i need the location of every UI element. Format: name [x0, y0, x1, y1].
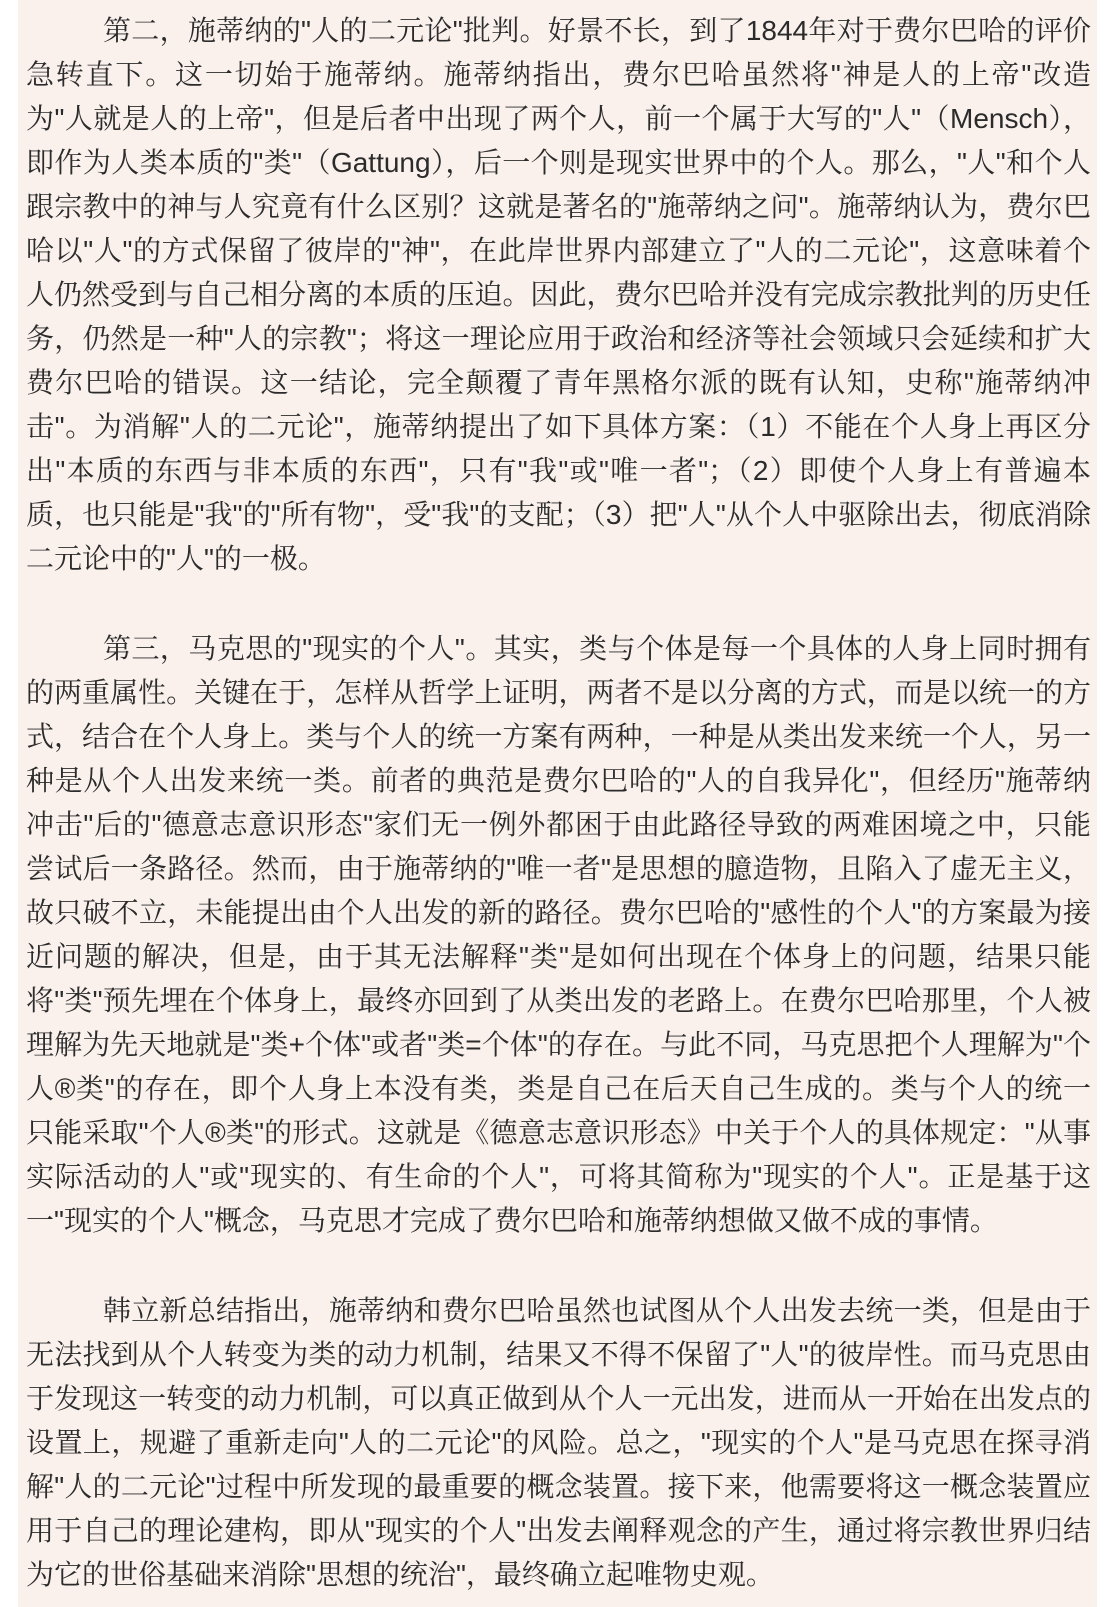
paragraph-stirner-critique: 第二，施蒂纳的"人的二元论"批判。好景不长，到了1844年对于费尔巴哈的评价急转直下。这一切始于施蒂纳。施蒂纳指出，费尔巴哈虽然将"神是人的上帝"改造为"人就是人的上帝"，但是后者中出现了两个人，前一个属于大写的"人"（Mensch），即作为人类本质的"类"（Gattung），后一个则是现实世界中的个人。那么，"人"和个人跟宗教中的神与人究竟有什么区别？这就是著名的"施蒂纳之问"。施蒂纳认为，费尔巴哈以"人"的方式保留了彼岸的"神"，在此岸世界内部建立了"人的二元论"，这意味着个人仍然受到与自己相分离的本质的压迫。因此，费尔巴哈并没有完成宗教批判的历史任务，仍然是一种"人的宗教"；将这一理论应用于政治和经济等社会领域只会延续和扩大费尔巴哈的错误。这一结论，完全颠覆了青年黑格尔派的既有认知，史称"施蒂纳冲击"。为消解"人的二元论"，施蒂纳提出了如下具体方案：（1）不能在个人身上再区分出"本质的东西与非本质的东西"，只有"我"或"唯一者"；（2）即使个人身上有普遍本质，也只能是"我"的"所有物"，受"我"的支配；（3）把"人"从个人中驱除出去，彻底消除二元论中的"人"的一极。 [26, 15, 1091, 574]
document-page [18, 0, 1097, 1607]
article-body [26, 9, 1091, 1597]
paragraph-marx-real-individual: 第三，马克思的"现实的个人"。其实，类与个体是每一个具体的人身上同时拥有的两重属性。关键在于，怎样从哲学上证明，两者不是以分离的方式，而是以统一的方式，结合在个人身上。类与个人的统一方案有两种，一种是从类出发来统一个人，另一种是从个人出发来统一类。前者的典范是费尔巴哈的"人的自我异化"，但经历"施蒂纳冲击"后的"德意志意识形态"家们无一例外都困于由此路径导致的两难困境之中，只能尝试后一条路径。然而，由于施蒂纳的"唯一者"是思想的臆造物，且陷入了虚无主义，故只破不立，未能提出由个人出发的新的路径。费尔巴哈的"感性的个人"的方案最为接近问题的解决，但是，由于其无法解释"类"是如何出现在个体身上的问题，结果只能将"类"预先埋在个体身上，最终亦回到了从类出发的老路上。在费尔巴哈那里，个人被理解为先天地就是"类+个体"或者"类=个体"的存在。与此不同，马克思把个人理解为"个人®类"的存在，即个人身上本没有类，类是自己在后天自己生成的。类与个人的统一只能采取"个人®类"的形式。这就是《德意志意识形态》中关于个人的具体规定："从事实际活动的人"或"现实的、有生命的个人"，可将其简称为"现实的个人"。正是基于这一"现实的个人"概念，马克思才完成了费尔巴哈和施蒂纳想做又做不成的事情。 [26, 633, 1091, 1236]
paragraph-han-lixin-summary: 韩立新总结指出，施蒂纳和费尔巴哈虽然也试图从个人出发去统一类，但是由于无法找到从个人转变为类的动力机制，结果又不得不保留了"人"的彼岸性。而马克思由于发现这一转变的动力机制，可以真正做到从个人一元出发，进而从一开始在出发点的设置上，规避了重新走向"人的二元论"的风险。总之，"现实的个人"是马克思在探寻消解"人的二元论"过程中所发现的最重要的概念装置。接下来，他需要将这一概念装置应用于自己的理论建构，即从"现实的个人"出发去阐释观念的产生，通过将宗教世界归结为它的世俗基础来消除"思想的统治"，最终确立起唯物史观。 [26, 1295, 1091, 1590]
